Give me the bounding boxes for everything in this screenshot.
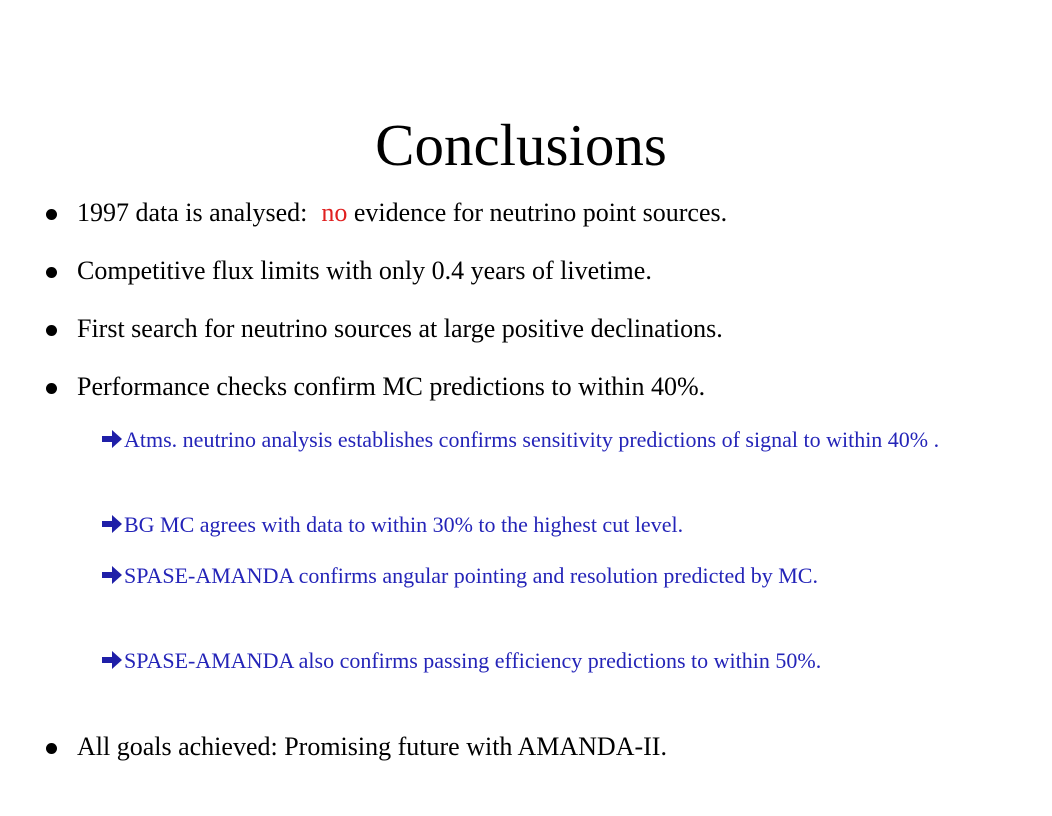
sub-item-text: SPASE-AMANDA also confirms passing efficiency predictions to within 50%. — [124, 648, 822, 673]
right-arrow-icon — [101, 428, 123, 454]
slide-title: Conclusions — [375, 111, 667, 178]
sub-item-text: BG MC agrees with data to within 30% to the highest cut level. — [124, 512, 684, 537]
sub-item-text: SPASE-AMANDA confirms angular pointing and resolution predicted by MC. — [124, 563, 818, 588]
bullet-text: First search for neutrino sources at large positive declinations. — [77, 314, 723, 343]
right-arrow-icon — [101, 513, 123, 539]
bullet-tail: evidence for neutrino point sources. — [347, 198, 728, 227]
bullet-dot-icon — [46, 267, 57, 278]
bullet-dot-icon — [46, 743, 57, 754]
bullet-text: All goals achieved: Promising future with AMANDA-II. — [77, 732, 667, 761]
bullet-text: Competitive flux limits with only 0.4 years of livetime. — [77, 256, 652, 285]
bullet-text — [77, 198, 727, 228]
bullet-lead: 1997 data is analysed: — [77, 198, 308, 227]
bullet-dot-icon — [46, 209, 57, 220]
right-arrow-icon — [101, 564, 123, 590]
sub-item-text: Atms. neutrino analysis establishes confirms sensitivity predictions of signal to within 40% . — [124, 427, 940, 452]
bullet-text: Performance checks confirm MC predictions to within 40%. — [77, 372, 706, 401]
highlight-no: no — [321, 198, 348, 227]
bullet-dot-icon — [46, 325, 57, 336]
bullet-dot-icon — [46, 383, 57, 394]
right-arrow-icon — [101, 649, 123, 675]
